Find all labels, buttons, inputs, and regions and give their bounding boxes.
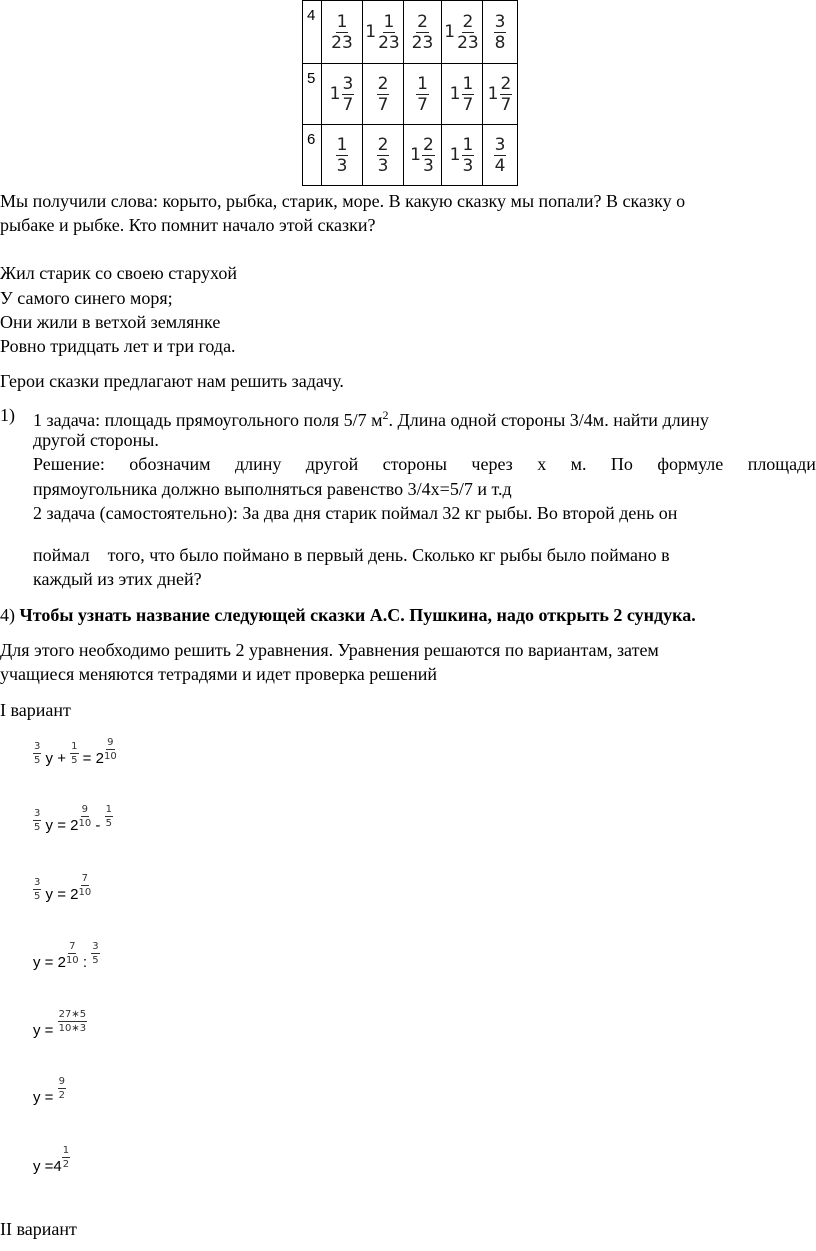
solution-word: через [471,454,513,474]
grid-cell [322,1,363,64]
numerator: 1 [417,73,428,94]
grid-cell [483,125,518,186]
poem-line: Жил старик со своею старухой [0,263,237,283]
task2-line-3: каждый из этих дней? [33,569,202,589]
numerator: 2 [417,11,428,32]
grid-row [303,64,518,125]
task1-text-b: . Длина одной стороны 3/4м. найти длину [388,410,709,430]
numerator: 3 [494,11,506,32]
fraction [377,12,401,53]
fraction: $\frac{7}{10}$ [78,873,92,898]
fraction [500,74,513,115]
fraction: $\frac{9}{10}$ [103,737,117,762]
grid-cell [404,125,442,186]
solution-word: м. [570,454,587,474]
fraction [336,135,349,176]
grid-cell [322,64,363,125]
denominator: 3 [377,155,389,176]
numerator: 1 [336,134,348,155]
mixed-number [494,135,507,176]
task1-line-2: другой стороны. [33,430,159,450]
solution-word: площади [747,454,816,474]
solution-word: формуле [657,454,724,474]
numerator: 1 [462,134,474,155]
section4-heading [0,603,696,627]
mixed-number [488,74,513,115]
whole-part: 1 [444,22,456,42]
equation-1: $\frac{3}{5}$ y + $\frac{1}{5}$ = 2 $\frac{9}{10}$ [34,737,117,767]
fraction [494,135,507,176]
denominator: 23 [331,32,353,53]
solution-word: Решение: [33,454,105,474]
variant-2-heading: II вариант [0,1219,77,1239]
fraction: $\frac{27∗5}{10∗3}$ [58,1009,87,1034]
grid-cell [483,1,518,64]
grid-row-number: 4 [303,1,322,64]
numerator: 2 [500,73,512,94]
fraction: $\frac{9}{10}$ [78,804,92,829]
fraction [462,74,475,115]
fraction [377,74,390,115]
numerator: 2 [462,11,474,32]
fraction: $\frac{3}{5}$ [34,808,41,833]
denominator: 23 [457,32,479,53]
fraction [411,12,435,53]
grid-row-number: 6 [303,125,322,186]
grid-cell [322,125,363,186]
whole-part: 1 [365,22,377,42]
denominator: 23 [378,32,400,53]
numerator: 3 [342,73,354,94]
denominator: 7 [462,94,474,115]
fraction: $\frac{7}{10}$ [65,941,79,966]
fraction-grid [302,0,518,186]
poem-line: Ровно тридцать лет и три года. [0,336,236,356]
denominator: 7 [342,94,354,115]
mixed-number [377,135,390,176]
grid-cell [404,64,442,125]
intro-line-2: рыбаке и рыбке. Кто помнит начало этой сказки? [0,215,376,235]
grid-cell [404,1,442,64]
grid-row-number: 5 [303,64,322,125]
mixed-number [330,74,355,115]
numerator: 1 [336,11,348,32]
section4-number: 4) [0,605,15,625]
grid-cell [363,125,404,186]
denominator: 7 [500,94,512,115]
equation-3: $\frac{3}{5}$ y = 2 $\frac{7}{10}$ [34,873,92,903]
task1-sup: 2 [382,408,389,422]
fraction: $\frac{9}{2}$ [58,1076,65,1101]
grid-cell [442,125,483,186]
numerator: 1 [462,73,474,94]
denominator: 3 [336,155,348,176]
poem-line: У самого синего моря; [0,288,173,308]
mixed-number [450,74,475,115]
section4-line-2: учащиеся меняются тетрадями и идет проверка решений [0,664,437,684]
equation-2: $\frac{3}{5}$ y = 2 $\frac{9}{10}$ - $\frac{1}{5}$ [34,804,112,834]
equation-5: y = $\frac{27∗5}{10∗3}$ [33,1009,87,1039]
denominator: 7 [417,94,428,115]
fraction: $\frac{3}{5}$ [34,877,41,902]
grid-cell [363,1,404,64]
grid-cell [483,64,518,125]
denominator: 3 [423,155,434,176]
mixed-number [336,135,349,176]
whole-part: 1 [329,84,341,104]
fraction: $\frac{1}{5}$ [71,741,78,766]
solution-word: обозначим [129,454,211,474]
solution-word: По [610,454,633,474]
poem-line: Они жили в ветхой землянке [0,312,221,332]
equation-7: y =4 $\frac{1}{2}$ [33,1145,70,1175]
whole-part: 1 [410,145,421,165]
mixed-number [411,12,435,53]
denominator: 4 [494,155,506,176]
intro-line-1: Мы получили слова: корыто, рыбка, старик, море. В какую сказку мы попали? В сказку о [0,191,686,211]
grid-row [303,1,518,64]
section4-bold-text: Чтобы узнать название следующей сказки А.С. Пушкина, надо открыть 2 сундука. [19,605,696,625]
solution-line-1 [33,452,816,476]
equation-6: y = $\frac{9}{2}$ [33,1076,65,1106]
denominator: 3 [462,155,474,176]
task1-text-a: 1 задача: площадь прямоугольного поля 5/7 м [33,410,383,430]
fraction [462,135,475,176]
fraction: $\frac{1}{5}$ [105,804,112,829]
denominator: 23 [411,32,434,53]
mixed-number [494,12,507,53]
fraction: $\frac{1}{2}$ [62,1145,70,1170]
mixed-number [330,12,354,53]
solution-word: стороны [382,454,448,474]
equation-4: y = 2 $\frac{7}{10}$ : $\frac{3}{5}$ [33,941,99,971]
fraction [416,74,429,115]
mixed-number [444,12,479,53]
fraction [330,12,354,53]
fraction [422,135,435,176]
fraction: $\frac{3}{5}$ [92,941,99,966]
task-marker: 1) [0,405,15,425]
fraction [342,74,355,115]
numerator: 2 [423,134,434,155]
whole-part: 1 [449,84,461,104]
solution-word: х [537,454,547,474]
mixed-number [365,12,400,53]
fraction [377,135,390,176]
grid-cell [442,1,483,64]
fraction [494,12,507,53]
fraction [456,12,480,53]
variant-1-heading: I вариант [0,700,71,720]
denominator: 8 [494,32,506,53]
section4-line-1: Для этого необходимо решить 2 уравнения. Уравнения решаются по вариантам, затем [0,640,659,660]
mixed-number [377,74,390,115]
grid-cell [442,64,483,125]
mixed-number [416,74,429,115]
heroes-text: Герои сказки предлагают нам решить задачу. [0,371,344,391]
numerator: 1 [383,11,395,32]
task2-line-1: 2 задача (самостоятельно): За два дня старик поймал 32 кг рыбы. Во второй день он [33,503,678,523]
task2-line-2: поймал того, что было поймано в первый день. Сколько кг рыбы было поймано в [33,545,670,565]
whole-part: 1 [487,84,499,104]
whole-part: 1 [449,145,461,165]
fraction: $\frac{3}{5}$ [34,741,41,766]
mixed-number [410,135,435,176]
denominator: 7 [377,94,389,115]
solution-word: длину [234,454,282,474]
solution-word: другой [305,454,359,474]
numerator: 3 [494,134,506,155]
solution-line-2: прямоугольника должно выполняться равенство 3/4х=5/7 и т.д [33,479,512,499]
mixed-number [450,135,475,176]
numerator: 2 [377,73,389,94]
grid-row [303,125,518,186]
grid-cell [363,64,404,125]
numerator: 2 [377,134,389,155]
